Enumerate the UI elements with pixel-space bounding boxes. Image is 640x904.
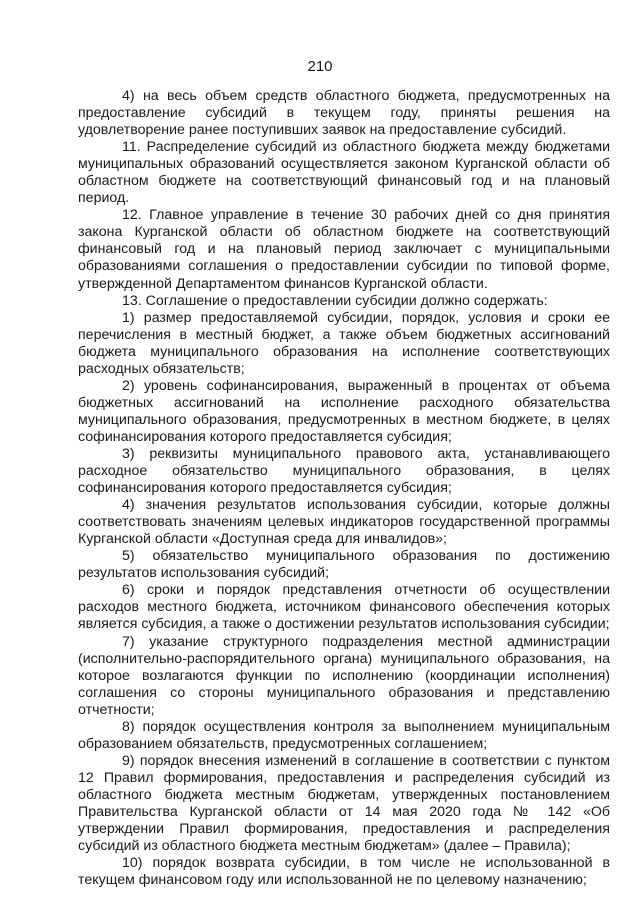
paragraph-11-distribution: 11. Распределение субсидий из областного бюджета между бюджетами муниципальных образований осуществляется законом Курганской области об областном бюджете на соответствующий финансовый год и на плановый период.: [78, 139, 610, 207]
page-number: 210: [307, 58, 333, 75]
paragraph-13-agreement-contents: 13. Соглашение о предоставлении субсидии должно содержать:: [122, 292, 548, 309]
paragraph-item-4-applications: 4) на весь объем средств областного бюджета, предусмотренных на предоставление субсидий в текущем году, приняты решения на удовлетворение ранее поступивших заявок на предоставление субсидий.: [78, 88, 610, 139]
list-item-6-reporting: 6) сроки и порядок представления отчетности об осуществлении расходов местного бюджета, источником финансового обеспечения которых является субсидия, а также о достижении результатов использования субсидии;: [78, 582, 610, 633]
list-item-4-result-values: 4) значения результатов использования субсидии, которые должны соответствовать значениям целевых индикаторов государственной программы Курганской области «Доступная среда для инвалидов»;: [78, 497, 610, 548]
list-item-3-legal-act: 3) реквизиты муниципального правового акта, устанавливающего расходное обязательство муниципального образования, в целях софинансирования которого предоставляется субсидия;: [78, 445, 610, 497]
list-item-10-refund: 10) порядок возврата субсидии, в том числе не использованной в текущем финансовом году или использованной не по целевому назначению;: [78, 855, 610, 889]
list-item-5-obligation: 5) обязательство муниципального образования по достижению результатов использования субсидий;: [78, 548, 610, 582]
document-body: [78, 88, 610, 889]
list-item-1-subsidy-size: 1) размер предоставляемой субсидии, порядок, условия и сроки ее перечисления в местный бюджет, а также объем бюджетных ассигнований бюджета муниципального образования на исполнение соответствующих расходных обязательств;: [78, 309, 610, 377]
list-item-9-amendments: 9) порядок внесения изменений в соглашение в соответствии с пунктом 12 Правил формирования, предоставления и распределения субсидий из областного бюджета местным бюджетам, утвержденных постановлением Правительства Курганской области от 14 мая 2020 года № 142 «Об утверждении Правил формирования, предоставления и распределения субсидий из областного бюджета местным бюджетам» (далее – Правила);: [78, 752, 610, 855]
list-item-2-cofinancing-level: 2) уровень софинансирования, выраженный в процентах от объема бюджетных ассигнований на исполнение расходного обязательства муниципального образования, предусмотренных в местном бюджете, в целях софинансирования которого предоставляется субсидия;: [78, 377, 610, 445]
paragraph-12-agreements: 12. Главное управление в течение 30 рабочих дней со дня принятия закона Курганской области об областном бюджете на соответствующий финансовый год и на плановый период заключает с муниципальными образованиями соглашения о предоставлении субсидии по типовой форме, утвержденной Департаментом финансов Курганской области.: [78, 207, 610, 292]
list-item-7-structural-unit: 7) указание структурного подразделения местной администрации (исполнительно-распорядительного органа) муниципального образования, на которое возлагаются функции по исполнению (координации исполнения) соглашения со стороны муниципального образования и представлению отчетности;: [78, 633, 610, 718]
list-item-8-control: 8) порядок осуществления контроля за выполнением муниципальным образованием обязательств, предусмотренных соглашением;: [78, 718, 610, 752]
